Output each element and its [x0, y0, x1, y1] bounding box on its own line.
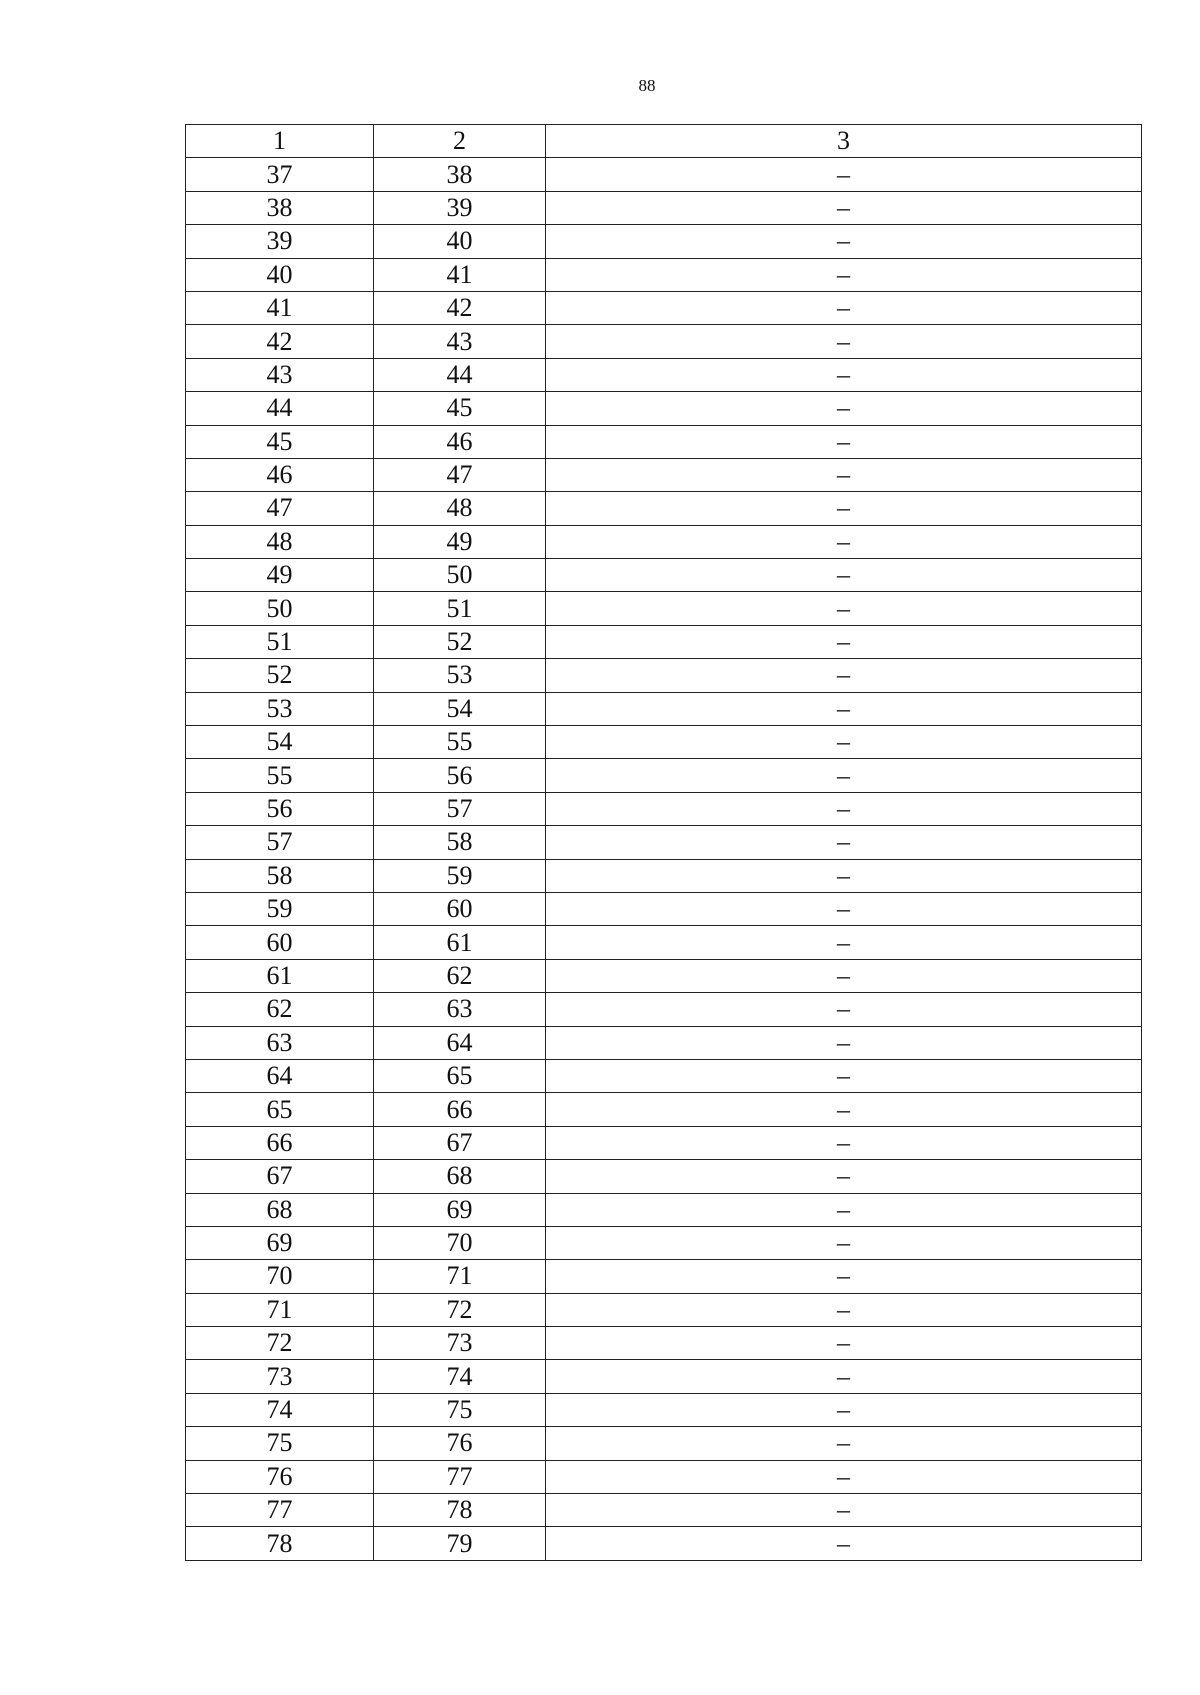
table-cell-col-1: 69 [186, 1226, 374, 1259]
page-number: 88 [638, 76, 656, 95]
table-row [186, 1460, 1142, 1493]
column-header-2: 2 [374, 125, 546, 158]
column-header-3: 3 [546, 125, 1142, 158]
table-row [186, 1026, 1142, 1059]
table-cell-col-1: 67 [186, 1160, 374, 1193]
table-row [186, 625, 1142, 658]
table-cell-col-3: – [546, 993, 1142, 1026]
table-cell-col-2: 56 [374, 759, 546, 792]
table-cell-col-2: 61 [374, 926, 546, 959]
table-cell-col-2: 57 [374, 792, 546, 825]
table-cell-col-3: – [546, 926, 1142, 959]
table-cell-col-2: 67 [374, 1126, 546, 1159]
table-cell-col-2: 51 [374, 592, 546, 625]
table-cell-col-3: – [546, 258, 1142, 291]
table-cell-col-3: – [546, 1093, 1142, 1126]
table-cell-col-2: 63 [374, 993, 546, 1026]
table-cell-col-2: 42 [374, 291, 546, 324]
table-cell-col-1: 58 [186, 859, 374, 892]
table-cell-col-1: 59 [186, 892, 374, 925]
table-cell-col-1: 61 [186, 959, 374, 992]
table-row [186, 1126, 1142, 1159]
table-cell-col-1: 39 [186, 225, 374, 258]
table-cell-col-3: – [546, 325, 1142, 358]
table-row [186, 425, 1142, 458]
table-cell-col-2: 44 [374, 358, 546, 391]
table-cell-col-1: 49 [186, 559, 374, 592]
table-cell-col-1: 77 [186, 1494, 374, 1527]
table-cell-col-1: 37 [186, 158, 374, 191]
table-row [186, 492, 1142, 525]
table-cell-col-1: 60 [186, 926, 374, 959]
table-cell-col-1: 68 [186, 1193, 374, 1226]
table-cell-col-1: 64 [186, 1059, 374, 1092]
table-cell-col-2: 70 [374, 1226, 546, 1259]
table-cell-col-3: – [546, 1193, 1142, 1226]
table-row [186, 1527, 1142, 1560]
table-row [186, 659, 1142, 692]
table-cell-col-3: – [546, 892, 1142, 925]
table-cell-col-1: 50 [186, 592, 374, 625]
table-cell-col-1: 70 [186, 1260, 374, 1293]
table-row [186, 291, 1142, 324]
table-cell-col-3: – [546, 1293, 1142, 1326]
table-cell-col-1: 71 [186, 1293, 374, 1326]
table-cell-col-2: 45 [374, 392, 546, 425]
table-cell-col-2: 77 [374, 1460, 546, 1493]
table-cell-col-3: – [546, 1059, 1142, 1092]
table-header-row [186, 125, 1142, 158]
table-cell-col-2: 47 [374, 458, 546, 491]
table-cell-col-3: – [546, 458, 1142, 491]
table-cell-col-3: – [546, 1360, 1142, 1393]
table-cell-col-1: 66 [186, 1126, 374, 1159]
table-cell-col-3: – [546, 1260, 1142, 1293]
table-row [186, 1193, 1142, 1226]
table-row [186, 325, 1142, 358]
table-cell-col-1: 76 [186, 1460, 374, 1493]
table-cell-col-3: – [546, 759, 1142, 792]
table-cell-col-1: 72 [186, 1327, 374, 1360]
table-cell-col-1: 78 [186, 1527, 374, 1560]
table-cell-col-3: – [546, 559, 1142, 592]
table-cell-col-1: 51 [186, 625, 374, 658]
table-cell-col-3: – [546, 392, 1142, 425]
table-cell-col-3: – [546, 659, 1142, 692]
table-row [186, 592, 1142, 625]
table-cell-col-3: – [546, 1160, 1142, 1193]
table-cell-col-2: 49 [374, 525, 546, 558]
table-row [186, 792, 1142, 825]
table-cell-col-3: – [546, 1393, 1142, 1426]
table-row [186, 1327, 1142, 1360]
table-row [186, 191, 1142, 224]
table-cell-col-2: 55 [374, 726, 546, 759]
table-row [186, 1059, 1142, 1092]
table-cell-col-2: 79 [374, 1527, 546, 1560]
table-cell-col-2: 54 [374, 692, 546, 725]
table-cell-col-1: 74 [186, 1393, 374, 1426]
table-cell-col-2: 52 [374, 625, 546, 658]
table-cell-col-3: – [546, 425, 1142, 458]
table-cell-col-2: 38 [374, 158, 546, 191]
table-cell-col-3: – [546, 225, 1142, 258]
table-cell-col-1: 73 [186, 1360, 374, 1393]
table-cell-col-1: 41 [186, 291, 374, 324]
table-cell-col-1: 38 [186, 191, 374, 224]
table-cell-col-1: 40 [186, 258, 374, 291]
table-cell-col-2: 72 [374, 1293, 546, 1326]
table-cell-col-2: 43 [374, 325, 546, 358]
data-table [185, 124, 1142, 1561]
table-cell-col-2: 59 [374, 859, 546, 892]
table-cell-col-3: – [546, 792, 1142, 825]
table-cell-col-3: – [546, 358, 1142, 391]
table-row [186, 525, 1142, 558]
table-cell-col-3: – [546, 1494, 1142, 1527]
table-row [186, 1226, 1142, 1259]
table-cell-col-2: 66 [374, 1093, 546, 1126]
table-row [186, 1160, 1142, 1193]
table-row [186, 458, 1142, 491]
table-cell-col-2: 48 [374, 492, 546, 525]
table-cell-col-2: 40 [374, 225, 546, 258]
table-cell-col-2: 76 [374, 1427, 546, 1460]
table-cell-col-2: 50 [374, 559, 546, 592]
table-row [186, 993, 1142, 1026]
table-cell-col-2: 39 [374, 191, 546, 224]
table-row [186, 826, 1142, 859]
table-row [186, 1494, 1142, 1527]
table-cell-col-1: 63 [186, 1026, 374, 1059]
table-cell-col-1: 62 [186, 993, 374, 1026]
table-cell-col-3: – [546, 1026, 1142, 1059]
table-body [186, 125, 1142, 1561]
table-cell-col-2: 64 [374, 1026, 546, 1059]
table-row [186, 759, 1142, 792]
table-row [186, 392, 1142, 425]
table-cell-col-2: 73 [374, 1327, 546, 1360]
table-cell-col-3: – [546, 1327, 1142, 1360]
table-cell-col-2: 53 [374, 659, 546, 692]
table-row [186, 1427, 1142, 1460]
table-cell-col-1: 47 [186, 492, 374, 525]
table-cell-col-2: 69 [374, 1193, 546, 1226]
table-row [186, 959, 1142, 992]
table-row [186, 892, 1142, 925]
table-cell-col-2: 78 [374, 1494, 546, 1527]
table-cell-col-3: – [546, 726, 1142, 759]
table-cell-col-2: 46 [374, 425, 546, 458]
table-cell-col-3: – [546, 191, 1142, 224]
table-cell-col-3: – [546, 592, 1142, 625]
table-cell-col-1: 43 [186, 358, 374, 391]
table-cell-col-1: 44 [186, 392, 374, 425]
table-cell-col-3: – [546, 692, 1142, 725]
table-cell-col-2: 68 [374, 1160, 546, 1193]
table-cell-col-3: – [546, 959, 1142, 992]
table-cell-col-3: – [546, 1460, 1142, 1493]
table-row [186, 358, 1142, 391]
table-row [186, 1093, 1142, 1126]
table-row [186, 926, 1142, 959]
table-cell-col-1: 75 [186, 1427, 374, 1460]
table-row [186, 1293, 1142, 1326]
table-cell-col-2: 71 [374, 1260, 546, 1293]
table-cell-col-1: 55 [186, 759, 374, 792]
table-cell-col-3: – [546, 1226, 1142, 1259]
table-cell-col-2: 41 [374, 258, 546, 291]
table-cell-col-3: – [546, 1126, 1142, 1159]
table-cell-col-1: 52 [186, 659, 374, 692]
table-row [186, 1360, 1142, 1393]
table-cell-col-3: – [546, 492, 1142, 525]
table-row [186, 726, 1142, 759]
table-cell-col-1: 48 [186, 525, 374, 558]
table-cell-col-1: 45 [186, 425, 374, 458]
table-cell-col-2: 75 [374, 1393, 546, 1426]
table-row [186, 1260, 1142, 1293]
table-row [186, 859, 1142, 892]
table-row [186, 692, 1142, 725]
table-row [186, 158, 1142, 191]
table-row [186, 559, 1142, 592]
table-cell-col-1: 53 [186, 692, 374, 725]
table-cell-col-1: 54 [186, 726, 374, 759]
table-cell-col-3: – [546, 1427, 1142, 1460]
table-row [186, 225, 1142, 258]
table-cell-col-1: 65 [186, 1093, 374, 1126]
table-cell-col-3: – [546, 525, 1142, 558]
table-cell-col-2: 65 [374, 1059, 546, 1092]
table-cell-col-2: 74 [374, 1360, 546, 1393]
table-row [186, 258, 1142, 291]
table-cell-col-3: – [546, 1527, 1142, 1560]
table-cell-col-2: 58 [374, 826, 546, 859]
table-cell-col-3: – [546, 859, 1142, 892]
table-cell-col-3: – [546, 158, 1142, 191]
table-row [186, 1393, 1142, 1426]
table-cell-col-1: 57 [186, 826, 374, 859]
column-header-1: 1 [186, 125, 374, 158]
table-cell-col-1: 56 [186, 792, 374, 825]
table-cell-col-2: 62 [374, 959, 546, 992]
table-cell-col-3: – [546, 291, 1142, 324]
table-cell-col-1: 42 [186, 325, 374, 358]
table-cell-col-3: – [546, 826, 1142, 859]
table-cell-col-3: – [546, 625, 1142, 658]
table-cell-col-1: 46 [186, 458, 374, 491]
table-cell-col-2: 60 [374, 892, 546, 925]
